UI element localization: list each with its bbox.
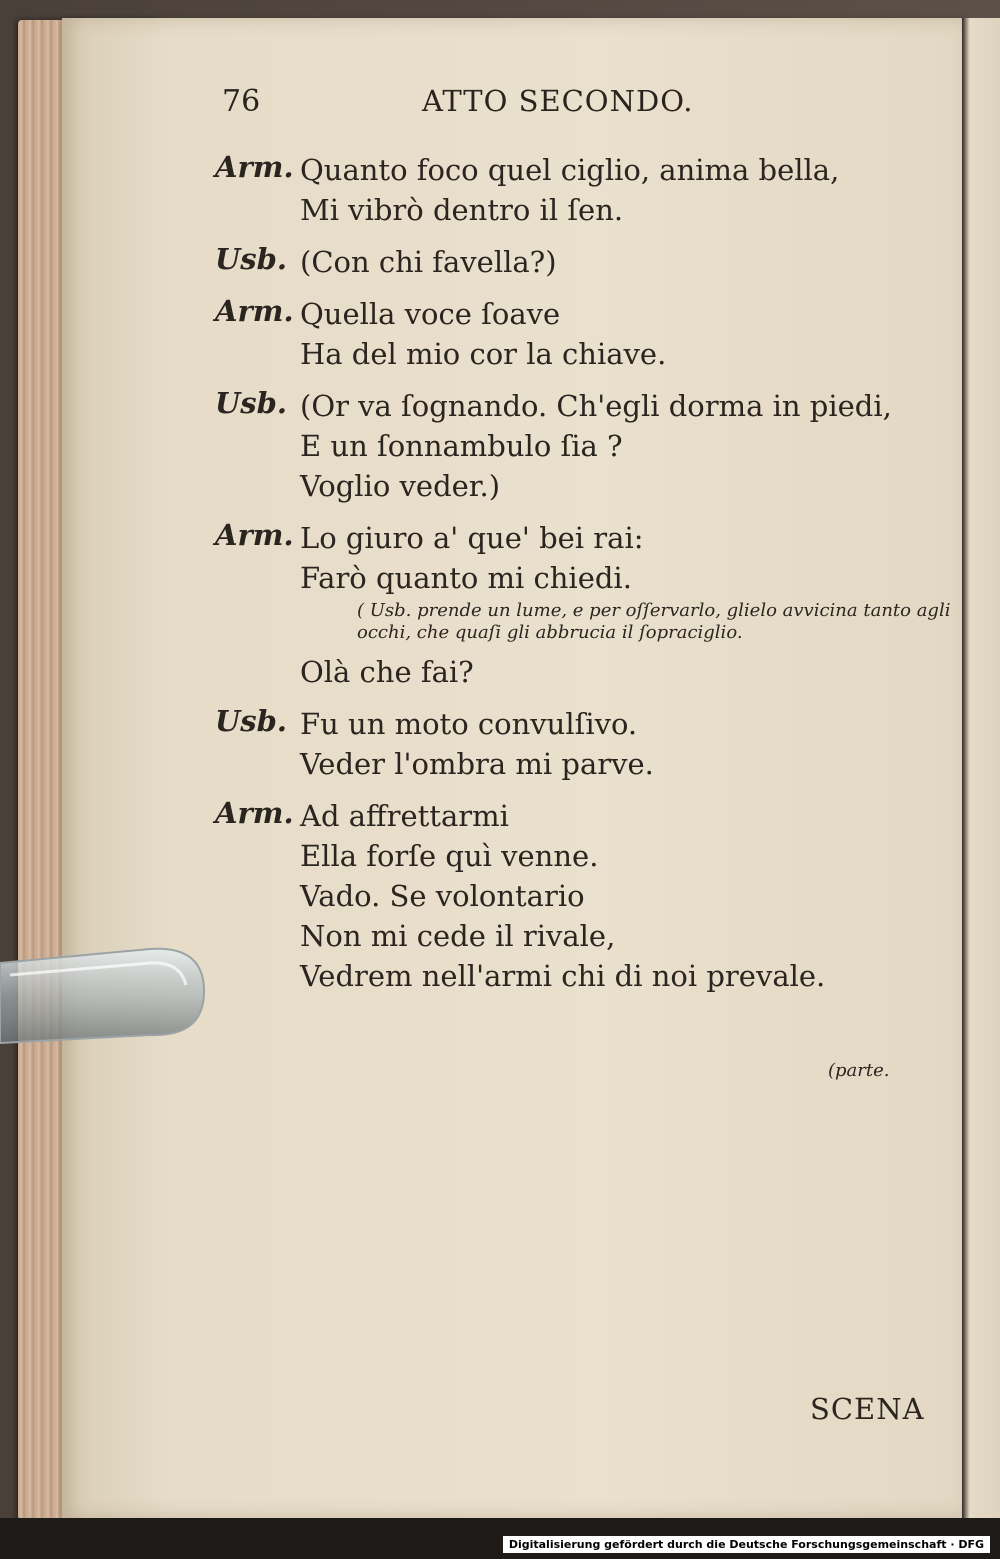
running-title: ATTO SECONDO. (422, 84, 694, 118)
play-text (215, 150, 951, 1008)
speech (215, 386, 935, 506)
scan-footer-band (0, 1518, 1000, 1559)
speech (215, 518, 951, 692)
verse-line: Ella forſe quì venne. (300, 839, 599, 873)
speech (215, 242, 935, 282)
verse-line: Vado. Se volontario (300, 879, 585, 913)
verse-line: (Or va ſognando. Ch'egli dorma in piedi, (300, 389, 892, 423)
verse-line: Lo giuro a' que' bei rai: (300, 521, 644, 555)
funding-credit: Digitalisierung gefördert durch die Deutsche Forschungsgemeinschaft · DFG (503, 1536, 990, 1553)
glass-page-holder (0, 945, 205, 1045)
verse-line: Veder l'ombra mi parve. (300, 747, 654, 781)
speaker-label: Arm. (215, 518, 294, 552)
verse-line: Quanto foco quel ciglio, anima bella, (300, 153, 840, 187)
stage-direction: ( Usb. prende un lume, e per oſſervarlo, glielo avvicina tanto agli occhi, che quaſi gli abbrucia il ſopraciglio. (357, 600, 951, 643)
speaker-label: Arm. (215, 294, 294, 328)
speech (215, 704, 935, 784)
page-number: 76 (222, 84, 261, 119)
verse-line: Olà che fai? (300, 655, 474, 689)
verse-line: Voglio veder.) (300, 469, 501, 503)
facing-page-edge (962, 18, 1000, 1528)
verse-line: Mi vibrò dentro il ſen. (300, 193, 624, 227)
speech (215, 796, 935, 996)
speaker-label: Usb. (215, 386, 287, 420)
catchword: SCENA (810, 1392, 925, 1426)
page-header (222, 84, 722, 124)
speaker-label: Usb. (215, 242, 287, 276)
verse-line: Vedrem nell'armi chi di noi prevale. (300, 959, 826, 993)
speaker-label: Arm. (215, 150, 294, 184)
verse-line: Fu un moto convulſivo. (300, 707, 638, 741)
exit-cue: (parte. (828, 1060, 890, 1081)
verse-line: Non mi cede il rivale, (300, 919, 616, 953)
verse-line: Ad affrettarmi (300, 799, 509, 833)
verse-line: E un ſonnambulo ſia ? (300, 429, 623, 463)
speech (215, 150, 935, 230)
verse-line: Ha del mio cor la chiave. (300, 337, 667, 371)
speaker-label: Usb. (215, 704, 287, 738)
speaker-label: Arm. (215, 796, 294, 830)
verse-line: (Con chi favella?) (300, 245, 557, 279)
verse-line: Farò quanto mi chiedi. (300, 561, 632, 595)
speech (215, 294, 935, 374)
verse-line: Quella voce ſoave (300, 297, 561, 331)
